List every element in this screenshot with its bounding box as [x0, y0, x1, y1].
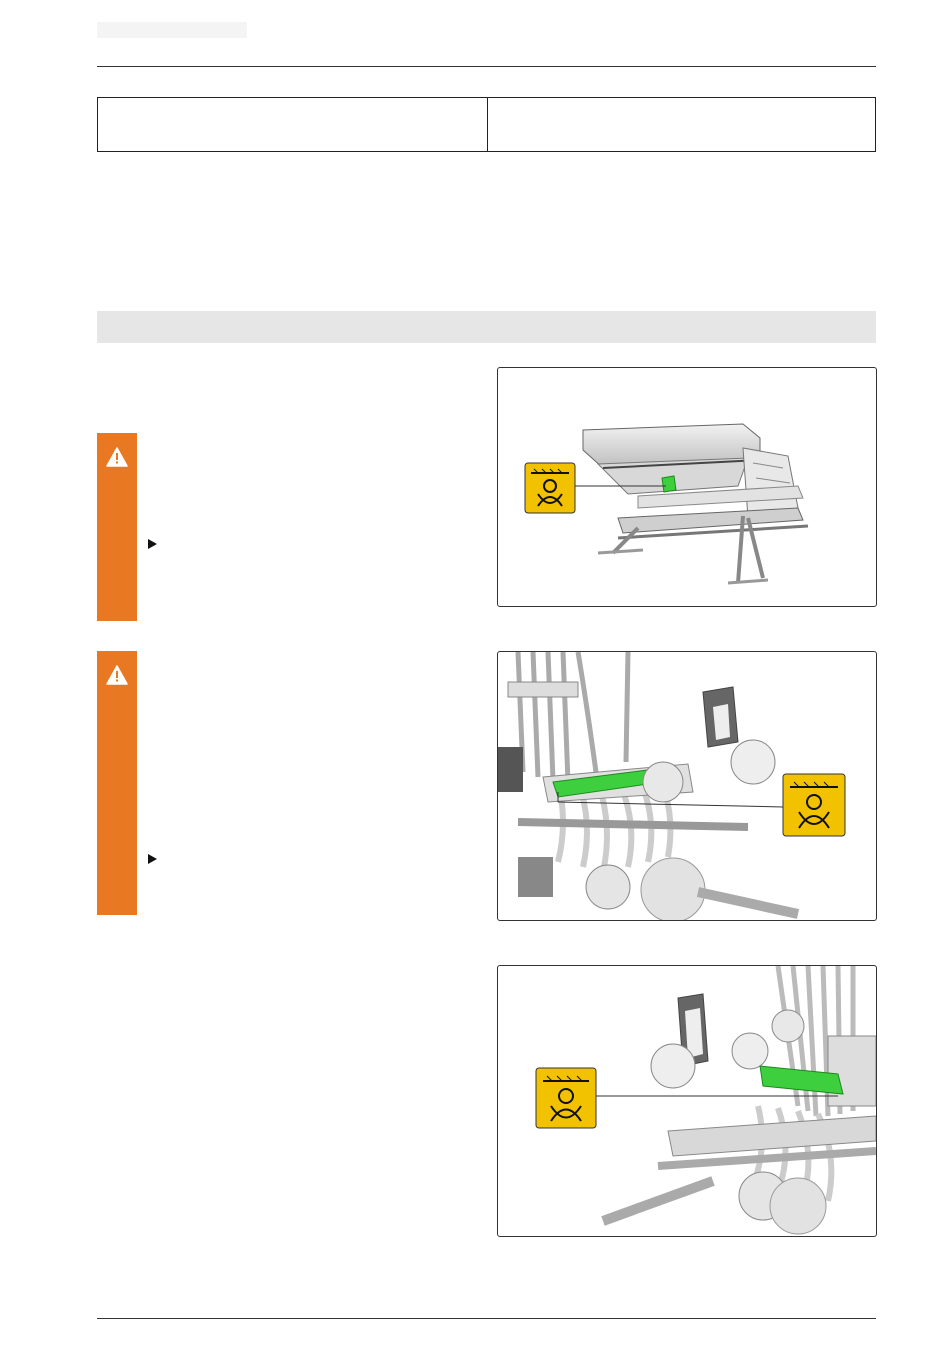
seed-drill-illustration: [498, 368, 876, 606]
metering-area-illustration: [498, 966, 876, 1236]
header-table-cell-right: [488, 98, 875, 151]
footer-rule: [97, 1318, 876, 1319]
figure-metering-area-left: [497, 651, 877, 921]
figure-seed-drill-overview: [497, 367, 877, 607]
header-table: [97, 97, 876, 152]
header-rule: [97, 66, 876, 67]
instruction-bullet-icon: [148, 854, 157, 864]
instruction-bullet-icon: [148, 539, 157, 549]
metering-area-illustration: [498, 652, 876, 920]
warning-bar: [97, 433, 137, 621]
header-table-cell-left: [98, 98, 488, 151]
section-heading-bar: [97, 311, 876, 343]
warning-bar: [97, 651, 137, 915]
figure-metering-area-right: [497, 965, 877, 1237]
header-logo-area: [97, 22, 247, 38]
warning-triangle-icon: [106, 665, 128, 685]
warning-triangle-icon: [106, 447, 128, 467]
